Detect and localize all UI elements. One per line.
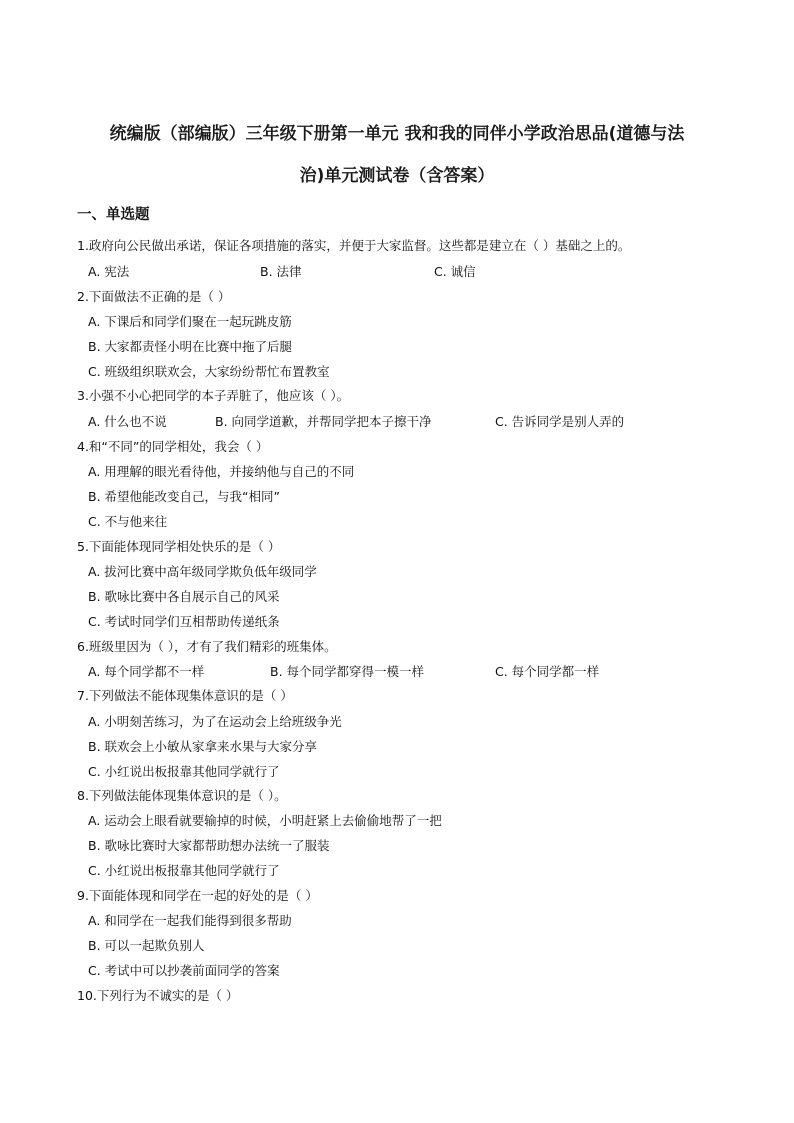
- question-4-option-a: A. 用理解的眼光看待他，并接纳他与自己的不同: [88, 464, 355, 479]
- question-7-option-a: A. 小明刻苦练习，为了在运动会上给班级争光: [88, 714, 342, 729]
- question-2-option-c: C. 班级组织联欢会，大家纷纷帮忙布置教室: [88, 364, 330, 379]
- question-1-option-c: C. 诚信: [434, 264, 476, 279]
- question-9-option-b: B. 可以一起欺负别人: [88, 938, 205, 953]
- document-title-line-1: 统编版（部编版）三年级下册第一单元 我和我的同伴小学政治思品(道德与法: [109, 124, 685, 144]
- question-9-option-a: A. 和同学在一起我们能得到很多帮助: [88, 913, 292, 928]
- question-4: 4.和“不同”的同学相处，我会（ ）: [77, 439, 269, 454]
- question-7-option-c: C. 小红说出板报靠其他同学就行了: [88, 764, 280, 779]
- question-2-option-b: B. 大家都责怪小明在比赛中拖了后腿: [88, 339, 293, 354]
- question-5-option-c: C. 考试时同学们互相帮助传递纸条: [88, 614, 280, 629]
- question-6-option-c: C. 每个同学都一样: [495, 664, 600, 679]
- question-9: 9.下面能体现和同学在一起的好处的是（ ）: [77, 888, 318, 903]
- question-3-option-a: A. 什么也不说: [88, 414, 167, 429]
- question-7: 7.下列做法不能体现集体意识的是（ ）: [77, 688, 293, 703]
- question-4-option-c: C. 不与他来往: [88, 514, 168, 529]
- question-1-option-b: B. 法律: [260, 264, 302, 279]
- question-9-option-c: C. 考试中可以抄袭前面同学的答案: [88, 963, 280, 978]
- question-2: 2.下面做法不正确的是（ ）: [77, 289, 231, 304]
- question-8-option-b: B. 歌咏比赛时大家都帮助想办法统一了服装: [88, 838, 330, 853]
- question-10: 10.下列行为不诚实的是（ ）: [77, 988, 239, 1003]
- question-6: 6.班级里因为（ ），才有了我们精彩的班集体。: [77, 639, 337, 654]
- question-2-option-a: A. 下课后和同学们聚在一起玩跳皮筋: [88, 314, 292, 329]
- question-1-option-a: A. 宪法: [88, 264, 130, 279]
- question-8: 8.下列做法能体现集体意识的是（ ）。: [77, 788, 287, 803]
- document-title-line-2: 治)单元测试卷（含答案）: [299, 166, 495, 186]
- question-8-option-c: C. 小红说出板报靠其他同学就行了: [88, 863, 280, 878]
- question-7-option-b: B. 联欢会上小敏从家拿来水果与大家分享: [88, 739, 318, 754]
- question-6-option-a: A. 每个同学都不一样: [88, 664, 205, 679]
- question-3-option-b: B. 向同学道歉，并帮同学把本子擦干净: [215, 414, 432, 429]
- question-8-option-a: A. 运动会上眼看就要输掉的时候，小明赶紧上去偷偷地帮了一把: [88, 813, 442, 828]
- question-5-option-a: A. 拔河比赛中高年级同学欺负低年级同学: [88, 564, 317, 579]
- question-3-option-c: C. 告诉同学是别人弄的: [495, 414, 625, 429]
- question-5-option-b: B. 歌咏比赛中各自展示自己的风采: [88, 589, 280, 604]
- section-heading: 一、单选题: [77, 207, 150, 223]
- question-6-option-b: B. 每个同学都穿得一模一样: [270, 664, 425, 679]
- question-4-option-b: B. 希望他能改变自己，与我“相同”: [88, 489, 280, 504]
- question-3: 3.小强不小心把同学的本子弄脏了，他应该（ ）。: [77, 388, 350, 403]
- question-1: 1.政府向公民做出承诺，保证各项措施的落实，并便于大家监督。这些都是建立在（ ）基础之上的。: [77, 238, 631, 253]
- question-5: 5.下面能体现同学相处快乐的是（ ）: [77, 539, 281, 554]
